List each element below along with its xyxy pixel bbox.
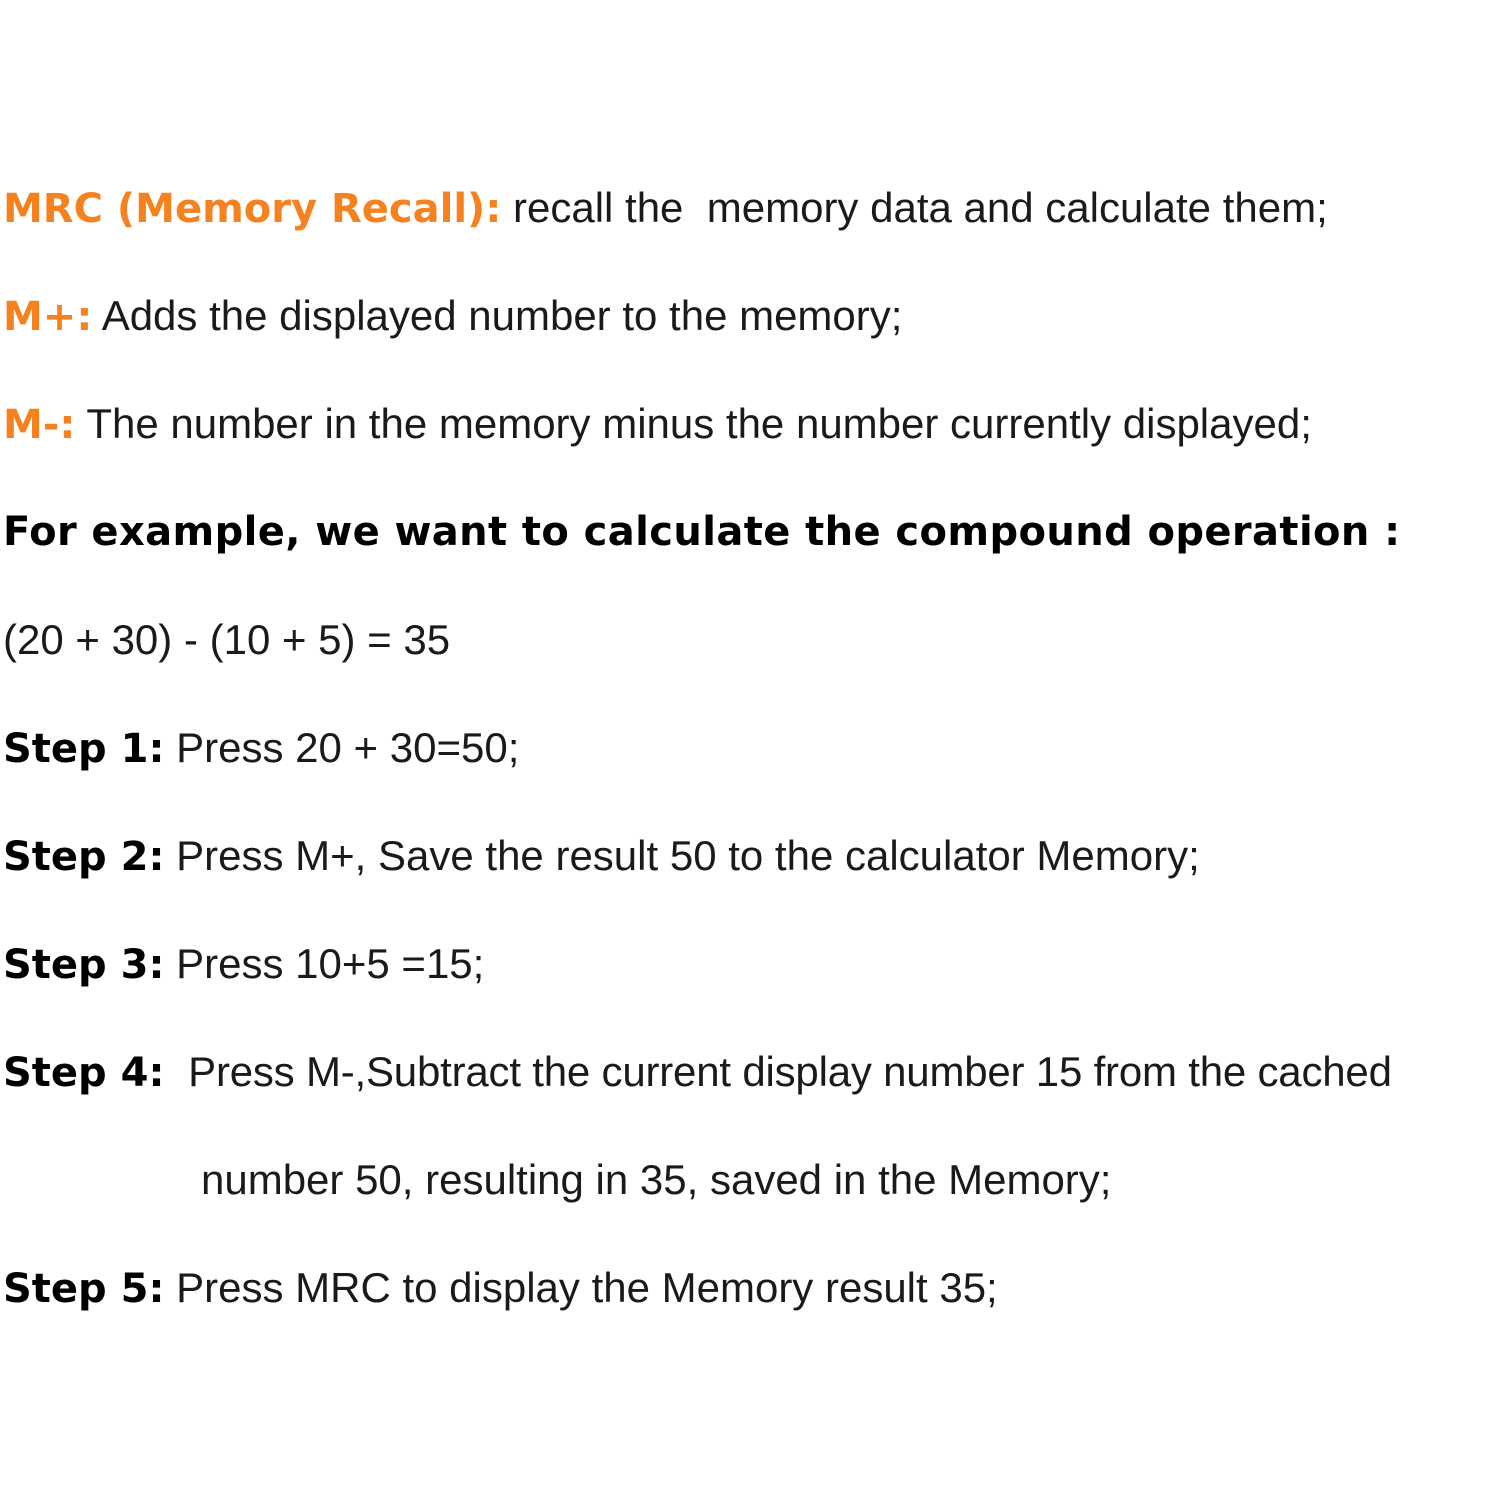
step-text: Press M-,Subtract the current display number 15 from the cached <box>188 1048 1392 1095</box>
step-label: Step 1: <box>3 726 165 772</box>
step-label: Step 5: <box>3 1266 165 1312</box>
definition-text-mrc: recall the memory data and calculate them; <box>513 184 1328 231</box>
step-label: Step 3: <box>3 942 165 988</box>
definition-label-mrc: MRC (Memory Recall): <box>3 186 502 232</box>
example-heading: For example, we want to calculate the compound operation : <box>3 509 1401 555</box>
definition-mplus <box>3 291 902 342</box>
step-label: Step 4: <box>3 1050 165 1096</box>
definition-label-mplus: M+: <box>3 294 93 340</box>
step-1 <box>3 723 519 774</box>
step-text: Press M+, Save the result 50 to the calculator Memory; <box>176 832 1200 879</box>
step-3 <box>3 939 484 990</box>
step-5 <box>3 1263 998 1314</box>
definition-mrc <box>3 183 1328 234</box>
step-2 <box>3 831 1200 882</box>
step-label: Step 2: <box>3 834 165 880</box>
definition-text-mminus: The number in the memory minus the number currently displayed; <box>86 400 1312 447</box>
step-4 <box>3 1047 1392 1098</box>
example-equation: (20 + 30) - (10 + 5) = 35 <box>3 616 451 663</box>
step-text: Press 10+5 =15; <box>176 940 485 987</box>
step-text: Press MRC to display the Memory result 35; <box>176 1264 998 1311</box>
definition-mminus <box>3 399 1312 450</box>
definition-label-mminus: M-: <box>3 402 76 448</box>
step-text: Press 20 + 30=50; <box>176 724 520 771</box>
step-4-continuation: number 50, resulting in 35, saved in the Memory; <box>201 1156 1112 1203</box>
definition-text-mplus: Adds the displayed number to the memory; <box>101 292 903 339</box>
